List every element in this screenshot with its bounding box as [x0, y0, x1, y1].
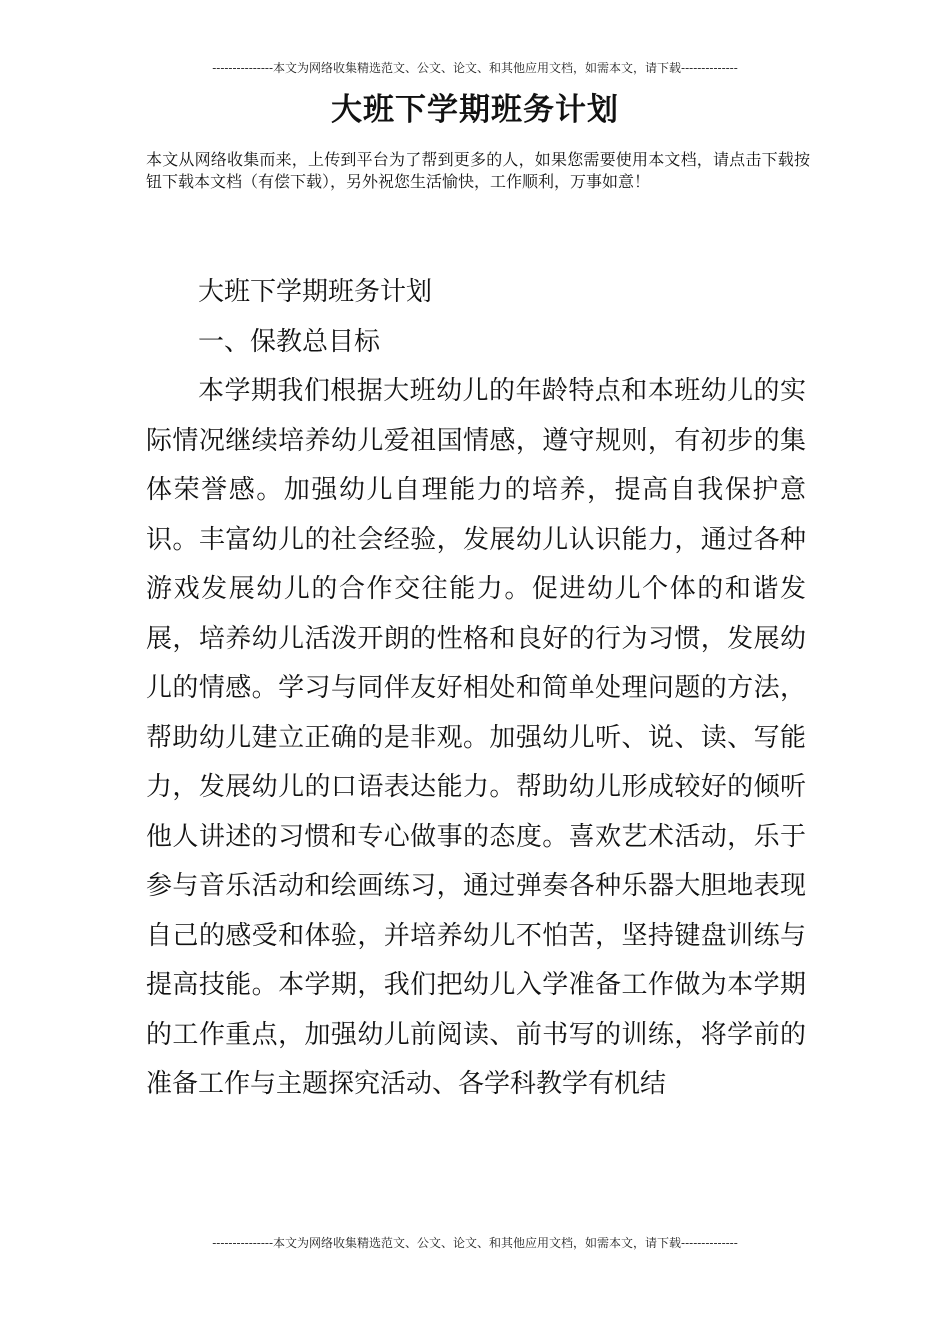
footer-banner: ---------------本文为网络收集精选范文、公文、论文、和其他应用文档，如需本文，请下载--------------	[212, 1236, 738, 1250]
page-title: 大班下学期班务计划	[331, 92, 619, 128]
body-subtitle: 大班下学期班务计划	[198, 277, 433, 307]
section-heading: 一、保教总目标	[198, 326, 381, 357]
body-paragraph: 本学期我们根据大班幼儿的年龄特点和本班幼儿的实际情况继续培养幼儿爱祖国情感，遵守规则，有初步的集体荣誉感。加强幼儿自理能力的培养，提高自我保护意识。丰富幼儿的社会经验，发展幼儿认识能力，通过各种游戏发展幼儿的合作交往能力。促进幼儿个体的和谐发展，培养幼儿活泼开朗的性格和良好的行为习惯，发展幼儿的情感。学习与同伴友好相处和简单处理问题的方法，帮助幼儿建立正确的是非观。加强幼儿听、说、读、写能力，发展幼儿的口语表达能力。帮助幼儿形成较好的倾听他人讲述的习惯和专心做事的态度。喜欢艺术活动，乐于参与音乐活动和绘画练习，通过弹奏各种乐器大胆地表现自己的感受和体验，并培养幼儿不怕苦，坚持键盘训练与提高技能。本学期，我们把幼儿入学准备工作做为本学期的工作重点，加强幼儿前阅读、前书写的训练，将学前的准备工作与主题探究活动、各学科教学有机结	[146, 376, 806, 1099]
download-notice: 本文从网络收集而来，上传到平台为了帮到更多的人，如果您需要使用本文档，请点击下载按钮下载本文档（有偿下载），另外祝您生活愉快，工作顺利，万事如意！	[146, 150, 810, 191]
document-body	[146, 268, 806, 1110]
header-banner: ---------------本文为网络收集精选范文、公文、论文、和其他应用文档，如需本文，请下载--------------	[212, 61, 738, 75]
